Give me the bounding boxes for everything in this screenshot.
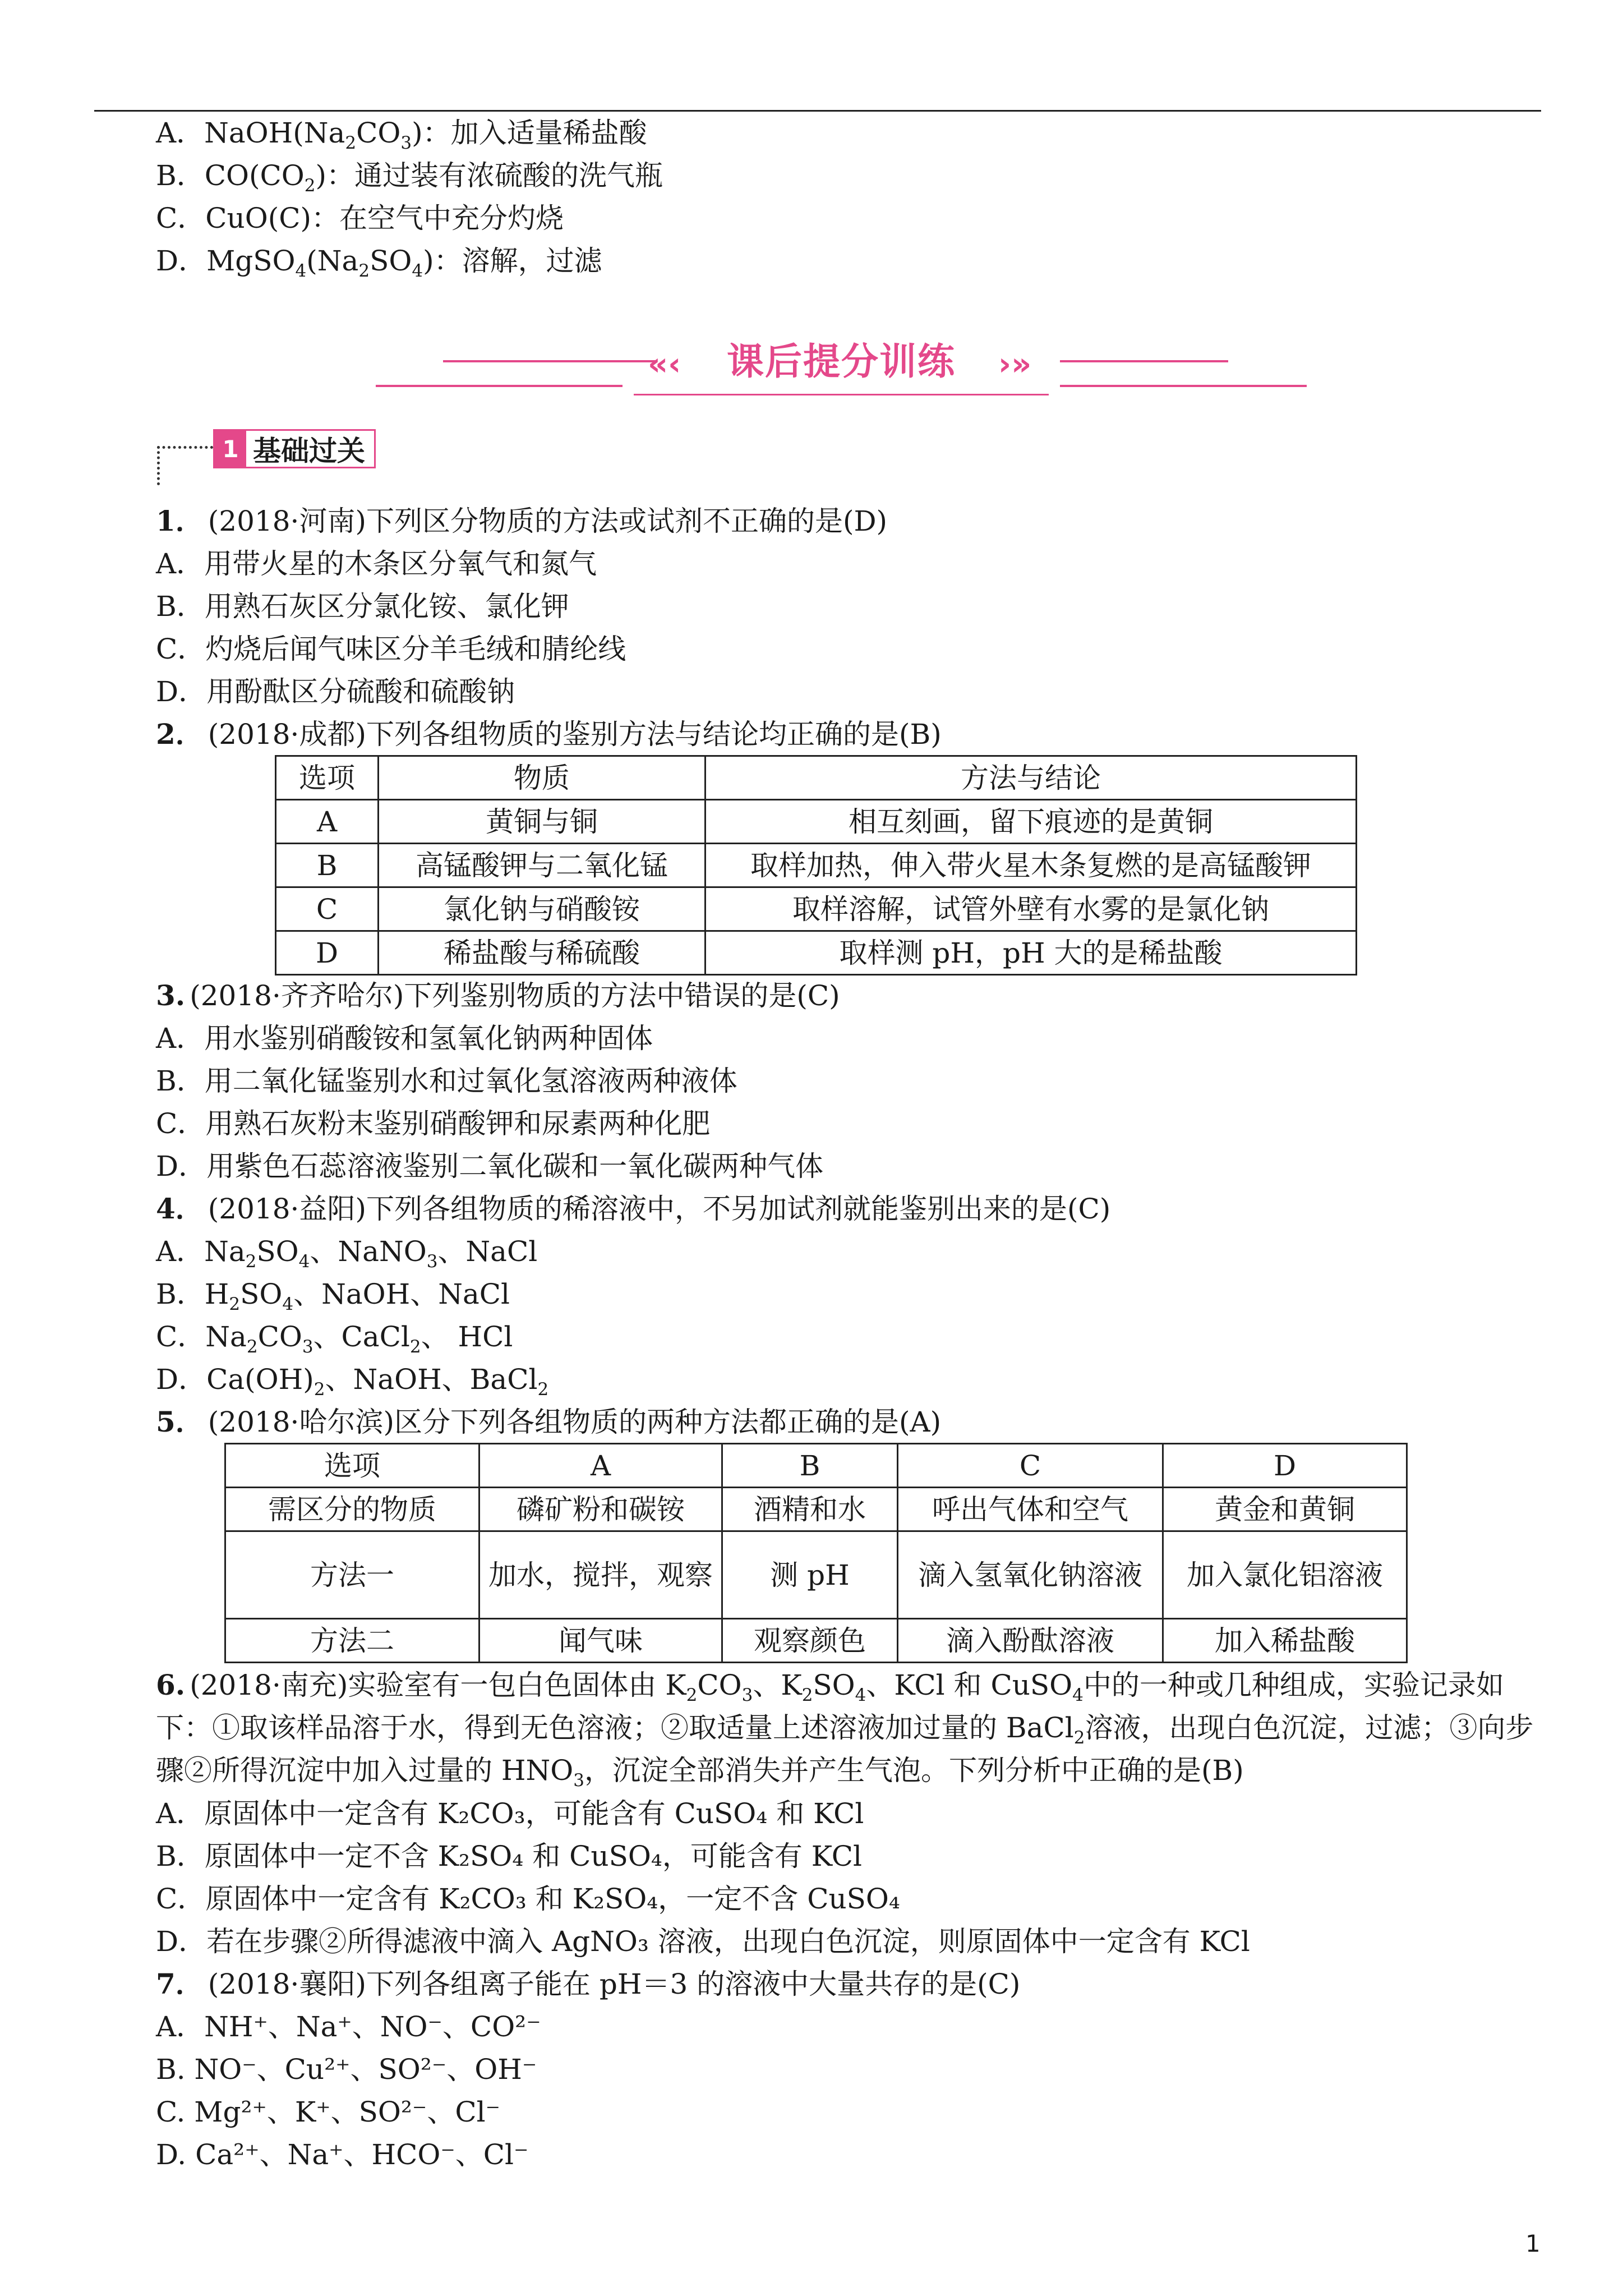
question-5-table: [224, 1443, 1408, 1663]
q5-header-cell: C: [898, 1444, 1163, 1488]
prev-option-c: C．CuO(C)：在空气中充分灼烧: [156, 202, 564, 234]
q2-cell: 黄铜与铜: [379, 800, 706, 844]
q5-cell: 滴入氢氧化钠溶液: [898, 1531, 1163, 1619]
q5-header-cell: 选项: [225, 1444, 479, 1488]
q5-cell: 加入氯化铝溶液: [1163, 1531, 1407, 1619]
q5-cell: 滴入酚酞溶液: [898, 1619, 1163, 1663]
question-3-option-d: D．用紫色石蕊溶液鉴别二氧化碳和一氧化碳两种气体: [156, 1150, 824, 1182]
q2-cell: 稀盐酸与稀硫酸: [379, 931, 706, 975]
prev-option-d: D．$MgSO_4(Na_2SO_4)$：溶解，过滤: [156, 245, 602, 281]
question-7-option-c: C. Mg²⁺、K⁺、SO²⁻、Cl⁻: [156, 2096, 500, 2128]
q5-cell: 需区分的物质: [225, 1488, 479, 1531]
q5-cell: 方法二: [225, 1619, 479, 1663]
q5-cell: 黄金和黄铜: [1163, 1488, 1407, 1531]
q2-cell: C: [276, 887, 379, 931]
q2-cell: 取样溶解，试管外壁有水雾的是氯化钠: [706, 887, 1357, 931]
question-1-stem: 1． (2018·河南)下列区分物质的方法或试剂不正确的是(D): [156, 504, 888, 537]
q2-cell: 高锰酸钾与二氧化锰: [379, 844, 706, 887]
q2-header-cell: 物质: [379, 756, 706, 800]
section-banner: [376, 331, 1307, 398]
question-4-option-b: B．$H_2SO_4$、NaOH、NaCl: [156, 1278, 510, 1314]
question-6-option-d: D．若在步骤②所得滤液中滴入 AgNO₃ 溶液，出现白色沉淀，则原固体中一定含有 KCl: [156, 1925, 1250, 1958]
question-2-stem: 2． (2018·成都)下列各组物质的鉴别方法与结论均正确的是(B): [156, 717, 942, 751]
question-7-option-d: D. Ca²⁺、Na⁺、HCO⁻、Cl⁻: [156, 2138, 529, 2171]
question-7-option-a: A．NH⁺、Na⁺、NO⁻、CO²⁻: [156, 2010, 541, 2043]
question-1-option-b: B．用熟石灰区分氯化铵、氯化钾: [156, 590, 569, 623]
question-4-stem: 4． (2018·益阳)下列各组物质的稀溶液中，不另加试剂就能鉴别出来的是(C): [156, 1192, 1111, 1225]
q5-cell: 测 pH: [722, 1531, 898, 1619]
subsection-number: 1: [215, 431, 246, 467]
question-3-option-c: C．用熟石灰粉末鉴别硝酸钾和尿素两种化肥: [156, 1107, 711, 1140]
header-rule: [94, 110, 1541, 112]
q5-cell: 呼出气体和空气: [898, 1488, 1163, 1531]
question-4-option-c: C．$Na_2CO_3$、CaCl$_2$、 HCl: [156, 1320, 513, 1357]
question-4-option-d: D．$Ca(OH)_2$、NaOH、BaCl$_2$: [156, 1363, 549, 1400]
page-number: 1: [1525, 2230, 1541, 2257]
q2-header-cell: 方法与结论: [706, 756, 1357, 800]
question-6-option-b: B．原固体中一定不含 K₂SO₄ 和 CuSO₄，可能含有 KCl: [156, 1840, 863, 1872]
q2-cell: 取样测 pH，pH 大的是稀盐酸: [706, 931, 1357, 975]
question-1-option-a: A．用带火星的木条区分氧气和氮气: [156, 547, 597, 580]
right-chevron-icon: ›»: [998, 346, 1032, 383]
section-title: 课后提分训练: [727, 340, 956, 383]
q2-header-cell: 选项: [276, 756, 379, 800]
subsection-label: 基础过关: [253, 435, 365, 467]
question-6-stem: 6. (2018·南充)实验室有一包白色固体由 $K_2CO_3$、$K_2SO_4$、KCl 和 CuSO$_4$中的一种或几种组成，实验记录如下：①取该样品溶于水，得到无色溶液；②取适量上述溶液加过量的 BaCl$_2$溶液，出现白色沉淀，过滤；③向步骤②所得沉淀中加入过量的 $HNO_3$，沉淀全部消失并产生气泡。下列分析中正确的是(B): [156, 1668, 1534, 1791]
q5-cell: 观察颜色: [722, 1619, 898, 1663]
question-3-option-a: A．用水鉴别硝酸铵和氢氧化钠两种固体: [156, 1022, 653, 1055]
question-2-table: [275, 755, 1357, 976]
q5-header-cell: B: [722, 1444, 898, 1488]
prev-option-a: A．$NaOH(Na_2CO_3)$：加入适量稀盐酸: [156, 117, 647, 153]
q2-cell: D: [276, 931, 379, 975]
q5-header-cell: A: [479, 1444, 722, 1488]
question-6-option-c: C．原固体中一定含有 K₂CO₃ 和 K₂SO₄，一定不含 CuSO₄: [156, 1883, 900, 1915]
q2-cell: 相互刻画，留下痕迹的是黄铜: [706, 800, 1357, 844]
q2-cell: A: [276, 800, 379, 844]
left-chevron-icon: «‹: [648, 346, 681, 383]
q5-cell: 闻气味: [479, 1619, 722, 1663]
question-1-option-c: C．灼烧后闻气味区分羊毛绒和腈纶线: [156, 633, 626, 665]
prev-option-b: B．$CO(CO_2)$：通过装有浓硫酸的洗气瓶: [156, 159, 663, 196]
q5-cell: 加入稀盐酸: [1163, 1619, 1407, 1663]
question-7-option-b: B. NO⁻、Cu²⁺、SO²⁻、OH⁻: [156, 2053, 537, 2086]
q5-cell: 加水，搅拌，观察: [479, 1531, 722, 1619]
q5-header-cell: D: [1163, 1444, 1407, 1488]
question-4-option-a: A．$Na_2SO_4$、NaNO$_3$、NaCl: [156, 1235, 538, 1272]
question-3-stem: 3. (2018·齐齐哈尔)下列鉴别物质的方法中错误的是(C): [156, 979, 840, 1012]
question-7-stem: 7． (2018·襄阳)下列各组离子能在 pH＝3 的溶液中大量共存的是(C): [156, 1967, 1021, 2000]
q2-cell: 氯化钠与硝酸铵: [379, 887, 706, 931]
question-6-option-a: A．原固体中一定含有 K₂CO₃，可能含有 CuSO₄ 和 KCl: [156, 1797, 864, 1830]
q2-cell: B: [276, 844, 379, 887]
q2-cell: 取样加热，伸入带火星木条复燃的是高锰酸钾: [706, 844, 1357, 887]
q5-cell: 方法一: [225, 1531, 479, 1619]
q5-cell: 酒精和水: [722, 1488, 898, 1531]
question-5-stem: 5． (2018·哈尔滨)区分下列各组物质的两种方法都正确的是(A): [156, 1405, 942, 1438]
question-1-option-d: D．用酚酞区分硫酸和硫酸钠: [156, 675, 515, 708]
q5-cell: 磷矿粉和碳铵: [479, 1488, 722, 1531]
question-3-option-b: B．用二氧化锰鉴别水和过氧化氢溶液两种液体: [156, 1065, 737, 1097]
